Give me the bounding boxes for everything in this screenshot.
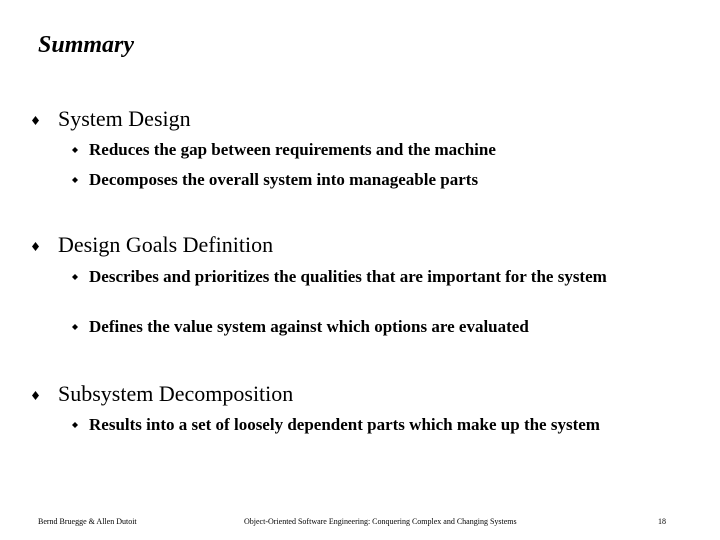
- small-diamond-bullet-icon: [72, 422, 78, 428]
- sub-list-item: [72, 169, 662, 191]
- diamond-bullet-icon: [32, 116, 39, 125]
- small-diamond-bullet-icon: [72, 274, 78, 280]
- page-title: Summary: [38, 32, 135, 58]
- diamond-bullet-icon: [32, 391, 39, 400]
- sub-list-item-text: Decomposes the overall system into manageable parts: [89, 170, 479, 189]
- footer-course: Object-Oriented Software Engineering: Conquering Complex and Changing Systems: [244, 517, 517, 526]
- list-item-label: Design Goals Definition: [58, 232, 274, 257]
- list-item-label: Subsystem Decomposition: [58, 381, 294, 406]
- sub-list-item-text: Defines the value system against which options are evaluated: [89, 317, 529, 336]
- list-item-label: System Design: [58, 106, 191, 131]
- sub-list-item-text: Describes and prioritizes the qualities that are important for the system: [89, 267, 607, 286]
- small-diamond-bullet-icon: [72, 324, 78, 330]
- small-diamond-bullet-icon: [72, 147, 78, 153]
- sub-list-item: [72, 414, 632, 436]
- footer-page-number: 18: [658, 517, 666, 526]
- small-diamond-bullet-icon: [72, 177, 78, 183]
- diamond-bullet-icon: [32, 242, 39, 251]
- footer-authors: Bernd Bruegge & Allen Dutoit: [38, 517, 137, 526]
- sub-list-item: [72, 266, 632, 288]
- sub-list-item-text: Reduces the gap between requirements and the machine: [89, 140, 496, 159]
- sub-list-item: [72, 139, 662, 161]
- sub-list-item: [72, 316, 662, 338]
- sub-list-item-text: Results into a set of loosely dependent parts which make up the system: [89, 415, 600, 434]
